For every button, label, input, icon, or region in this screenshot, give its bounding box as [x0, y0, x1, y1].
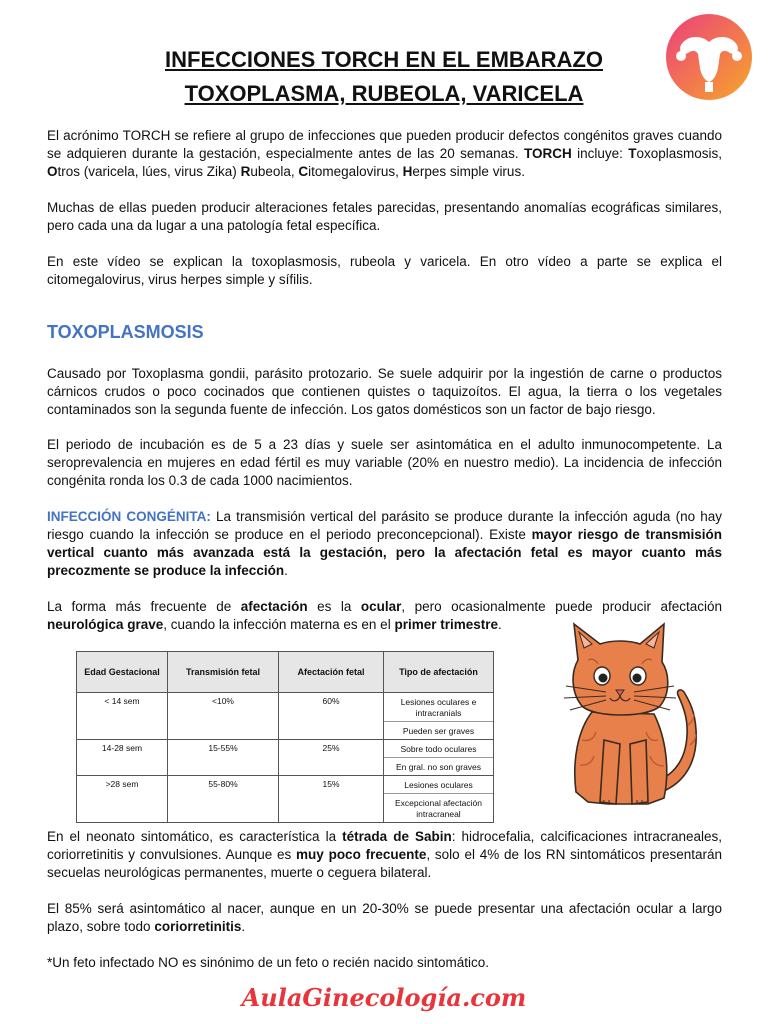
toxo-paragraph-1: Causado por Toxoplasma gondii, parásito protozario. Se suele adquirir por la ingestión de carne o productos cárnicos crudos o poco cocinados que contienen quistes o taquizoítos. El agua, la tierra o los vegetales contaminados son la segunda fuente de infección. Los gatos domésticos son un factor de bajo riesgo. [47, 366, 722, 417]
toxo-paragraph-afectacion: La forma más frecuente de afectación es la ocular, pero ocasionalmente puede producir afectación neurológica grave, cuando la infección materna es en el primer trimestre. [47, 599, 722, 632]
table-cell-line: Lesiones oculares e intracranials [400, 697, 477, 718]
table-header-cell: Tipo de afectación [384, 652, 494, 693]
footnote: *Un feto infectado NO es sinónimo de un feto o recién nacido sintomático. [47, 955, 489, 970]
table-cell-line: Lesiones oculares [404, 780, 473, 790]
cat-illustration-icon [548, 620, 708, 815]
table-cell: 55-80% [168, 776, 279, 823]
table-cell: < 14 sem [77, 693, 168, 740]
table-cell: 15-55% [168, 740, 279, 776]
table-header-cell: Afectación fetal [279, 652, 384, 693]
neonato-paragraph-1: En el neonato sintomático, es característica la tétrada de Sabin: hidrocefalia, calcificaciones intracraneales, coriorretinitis y convulsiones. Aunque es muy poco frecuente, solo el 4% de los RN sintomáticos presentarán secuelas neurológicas permanentes, muerte o ceguera bilateral. [47, 829, 722, 880]
table-header-cell: Transmisión fetal [168, 652, 279, 693]
table-cell: 15% [279, 776, 384, 823]
neonato-paragraph-2: El 85% será asintomático al nacer, aunque en un 20-30% se puede presentar una afectación ocular a largo plazo, sobre todo coriorretinitis. [47, 901, 722, 934]
table-row [77, 693, 494, 740]
congenita-label: INFECCIÓN CONGÉNITA: [47, 509, 211, 524]
table-cell: >28 sem [77, 776, 168, 823]
intro-paragraph-1: El acrónimo TORCH se refiere al grupo de infecciones que pueden producir defectos congénitos graves cuando se adquieren durante la gestación, especialmente antes de las 20 semanas. TORCH incluye: Toxoplasmosis, Otros (varicela, lúes, virus Zika) Rubeola, Citomegalovirus, Herpes simple virus. [47, 128, 722, 179]
table-cell: 60% [279, 693, 384, 740]
table-cell [384, 693, 494, 740]
table-row [77, 776, 494, 823]
table-cell: <10% [168, 693, 279, 740]
page-title-line1: INFECCIONES TORCH EN EL EMBARAZO [165, 47, 603, 72]
table-cell: 14-28 sem [77, 740, 168, 776]
table-row [77, 740, 494, 776]
table-header-row [77, 652, 494, 693]
table-cell-line: Pueden ser graves [384, 721, 493, 739]
footer-website-link[interactable]: AulaGinecología.com [241, 983, 527, 1012]
table-header-cell: Edad Gestacional [77, 652, 168, 693]
table-cell-line: Sobre todo oculares [400, 744, 477, 754]
table-cell-line: En gral. no son graves [384, 757, 493, 775]
section-heading-toxoplasmosis: TOXOPLASMOSIS [47, 322, 204, 342]
page-title-line2: TOXOPLASMA, RUBEOLA, VARICELA [184, 81, 584, 106]
toxo-paragraph-congenita: INFECCIÓN CONGÉNITA: La transmisión vertical del parásito se produce durante la infección aguda (no hay riesgo cuando la infección se produce en el periodo preconcepcional). Existe mayor riesgo de transmisión vertical cuanto más avanzada está la gestación, pero la afectación fetal es mayor cuanto más precozmente se produce la infección. [47, 509, 722, 578]
table-cell-line: Excepcional afectación intracraneal [384, 793, 493, 822]
table-cell [384, 776, 494, 823]
transmission-table [76, 651, 494, 823]
intro-paragraph-3: En este vídeo se explican la toxoplasmosis, rubeola y varicela. En otro vídeo a parte se explica el citomegalovirus, virus herpes simple y sífilis. [47, 254, 722, 287]
toxo-paragraph-2: El periodo de incubación es de 5 a 23 días y suele ser asintomática en el adulto inmunocompetente. La seroprevalencia en mujeres en edad fértil es muy variable (20% en nuestro medio). La incidencia de infección congénita ronda los 0.3 de cada 1000 nacimientos. [47, 437, 722, 488]
intro-paragraph-2: Muchas de ellas pueden producir alteraciones fetales parecidas, presentando anomalías ecográficas similares, pero cada una da lugar a una patología fetal específica. [47, 200, 722, 233]
table-cell [384, 740, 494, 776]
table-cell: 25% [279, 740, 384, 776]
